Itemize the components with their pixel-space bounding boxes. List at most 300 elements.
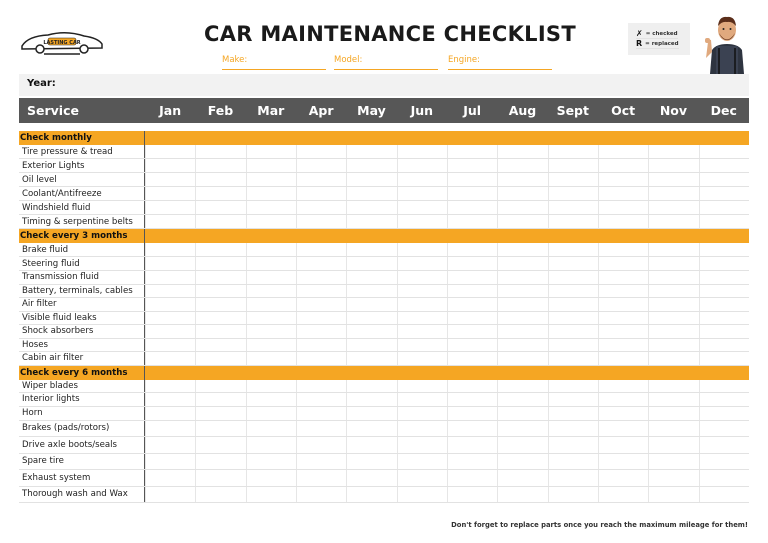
check-cell[interactable] [699, 159, 749, 172]
check-cell[interactable] [648, 187, 698, 200]
check-cell[interactable] [296, 145, 346, 158]
check-cell[interactable] [145, 215, 195, 228]
check-cell[interactable] [296, 454, 346, 470]
check-cell[interactable] [497, 437, 547, 453]
month-header: Mar [257, 103, 285, 118]
engine-field[interactable] [448, 55, 552, 70]
table-row [19, 243, 749, 257]
check-cell[interactable] [246, 257, 296, 270]
check-cell[interactable] [497, 339, 547, 352]
check-cell[interactable] [497, 470, 547, 486]
check-cell[interactable] [699, 454, 749, 470]
check-cell[interactable] [296, 487, 346, 503]
check-cell[interactable] [497, 243, 547, 256]
check-cell[interactable] [397, 352, 447, 365]
check-cell[interactable] [699, 437, 749, 453]
check-cell[interactable] [699, 215, 749, 228]
check-cell[interactable] [497, 257, 547, 270]
check-cell[interactable] [497, 215, 547, 228]
check-cell[interactable] [497, 487, 547, 503]
check-cell[interactable] [397, 257, 447, 270]
check-cell[interactable] [648, 352, 698, 365]
check-cell[interactable] [296, 393, 346, 406]
check-cell[interactable] [699, 352, 749, 365]
check-cell[interactable] [145, 312, 195, 325]
check-cell[interactable] [648, 325, 698, 338]
check-cell[interactable] [548, 271, 598, 284]
check-cell[interactable] [397, 339, 447, 352]
check-cell[interactable] [296, 271, 346, 284]
check-cell[interactable] [195, 380, 245, 393]
check-cell[interactable] [145, 298, 195, 311]
check-cell[interactable] [548, 393, 598, 406]
check-cell[interactable] [346, 187, 396, 200]
check-cell[interactable] [296, 352, 346, 365]
check-cell[interactable] [497, 159, 547, 172]
check-cell[interactable] [346, 437, 396, 453]
check-cell[interactable] [346, 454, 396, 470]
month-header: Aug [508, 103, 537, 118]
check-cell[interactable] [648, 393, 698, 406]
check-cell[interactable] [548, 454, 598, 470]
check-cell[interactable] [548, 325, 598, 338]
check-cell[interactable] [397, 271, 447, 284]
check-cell[interactable] [346, 173, 396, 186]
check-cell[interactable] [246, 173, 296, 186]
check-cell[interactable] [246, 187, 296, 200]
check-cell[interactable] [497, 173, 547, 186]
check-cell[interactable] [195, 215, 245, 228]
check-cell[interactable] [145, 421, 195, 437]
check-cell[interactable] [246, 352, 296, 365]
check-cell[interactable] [598, 352, 648, 365]
check-cell[interactable] [346, 325, 396, 338]
check-cell[interactable] [195, 159, 245, 172]
check-cell[interactable] [598, 421, 648, 437]
check-cell[interactable] [195, 454, 245, 470]
check-cell[interactable] [145, 173, 195, 186]
check-cell[interactable] [397, 380, 447, 393]
check-cell[interactable] [497, 325, 547, 338]
check-cell[interactable] [195, 271, 245, 284]
check-cell[interactable] [195, 470, 245, 486]
check-cell[interactable] [648, 159, 698, 172]
check-cell[interactable] [246, 271, 296, 284]
check-cell[interactable] [246, 285, 296, 298]
section-fill [145, 131, 749, 145]
check-cell[interactable] [699, 393, 749, 406]
check-cell[interactable] [648, 173, 698, 186]
check-cell[interactable] [447, 285, 497, 298]
service-label: Hoses [19, 339, 145, 352]
check-cell[interactable] [699, 173, 749, 186]
check-cell[interactable] [548, 187, 598, 200]
check-cell[interactable] [145, 470, 195, 486]
check-cell[interactable] [246, 437, 296, 453]
check-cell[interactable] [548, 312, 598, 325]
check-cell[interactable] [246, 159, 296, 172]
check-cell[interactable] [699, 487, 749, 503]
check-cell[interactable] [145, 487, 195, 503]
check-cell[interactable] [296, 380, 346, 393]
check-cell[interactable] [195, 187, 245, 200]
check-cell[interactable] [548, 298, 598, 311]
check-cell[interactable] [145, 159, 195, 172]
check-cell[interactable] [296, 312, 346, 325]
section-title: Check monthly [19, 131, 145, 145]
check-cell[interactable] [598, 285, 648, 298]
check-cell[interactable] [246, 487, 296, 503]
check-cell[interactable] [346, 159, 396, 172]
check-cell[interactable] [497, 380, 547, 393]
check-cell[interactable] [548, 380, 598, 393]
check-cell[interactable] [246, 454, 296, 470]
check-cell[interactable] [346, 215, 396, 228]
check-cell[interactable] [346, 470, 396, 486]
check-cell[interactable] [598, 243, 648, 256]
check-cell[interactable] [497, 352, 547, 365]
check-cell[interactable] [246, 243, 296, 256]
service-label: Windshield fluid [19, 201, 145, 214]
check-cell[interactable] [447, 298, 497, 311]
service-label: Drive axle boots/seals [19, 437, 145, 453]
check-cell[interactable] [548, 257, 598, 270]
section-header [19, 229, 749, 243]
check-cell[interactable] [699, 298, 749, 311]
check-cell[interactable] [699, 271, 749, 284]
check-cell[interactable] [296, 201, 346, 214]
check-cell[interactable] [397, 487, 447, 503]
check-cell[interactable] [648, 454, 698, 470]
check-cell[interactable] [447, 187, 497, 200]
check-cell[interactable] [598, 407, 648, 420]
check-cell[interactable] [699, 243, 749, 256]
check-cell[interactable] [598, 159, 648, 172]
check-cell[interactable] [346, 271, 396, 284]
check-cell[interactable] [648, 298, 698, 311]
check-cell[interactable] [145, 407, 195, 420]
check-cell[interactable] [195, 437, 245, 453]
check-cell[interactable] [397, 145, 447, 158]
service-label: Steering fluid [19, 257, 145, 270]
check-cell[interactable] [397, 421, 447, 437]
check-cell[interactable] [195, 352, 245, 365]
check-cell[interactable] [195, 487, 245, 503]
check-cell[interactable] [497, 421, 547, 437]
check-cell[interactable] [145, 380, 195, 393]
check-cell[interactable] [296, 421, 346, 437]
check-cell[interactable] [699, 339, 749, 352]
check-cell[interactable] [246, 298, 296, 311]
check-cell[interactable] [397, 454, 447, 470]
check-cell[interactable] [447, 454, 497, 470]
check-cell[interactable] [648, 243, 698, 256]
check-cell[interactable] [548, 421, 598, 437]
check-cell[interactable] [195, 173, 245, 186]
check-cell[interactable] [346, 487, 396, 503]
check-cell[interactable] [598, 470, 648, 486]
check-cell[interactable] [548, 352, 598, 365]
check-cell[interactable] [145, 393, 195, 406]
check-cell[interactable] [548, 173, 598, 186]
checklist-table [19, 98, 749, 503]
check-cell[interactable] [447, 145, 497, 158]
check-cell[interactable] [397, 243, 447, 256]
check-cell[interactable] [497, 312, 547, 325]
check-cell[interactable] [447, 159, 497, 172]
check-cell[interactable] [346, 421, 396, 437]
check-cell[interactable] [145, 339, 195, 352]
check-cell[interactable] [296, 215, 346, 228]
check-cell[interactable] [246, 339, 296, 352]
check-cell[interactable] [497, 145, 547, 158]
check-cell[interactable] [548, 407, 598, 420]
check-cell[interactable] [447, 352, 497, 365]
model-field[interactable] [334, 55, 438, 70]
check-cell[interactable] [397, 437, 447, 453]
check-cell[interactable] [598, 257, 648, 270]
check-cell[interactable] [296, 285, 346, 298]
check-cell[interactable] [397, 215, 447, 228]
check-cell[interactable] [195, 339, 245, 352]
check-cell[interactable] [246, 407, 296, 420]
check-cell[interactable] [145, 187, 195, 200]
check-cell[interactable] [648, 487, 698, 503]
check-cell[interactable] [296, 407, 346, 420]
check-cell[interactable] [447, 339, 497, 352]
check-cell[interactable] [699, 470, 749, 486]
check-cell[interactable] [548, 339, 598, 352]
check-cell[interactable] [648, 201, 698, 214]
check-cell[interactable] [447, 407, 497, 420]
table-row [19, 159, 749, 173]
check-cell[interactable] [397, 393, 447, 406]
check-cell[interactable] [296, 257, 346, 270]
check-cell[interactable] [397, 298, 447, 311]
check-cell[interactable] [648, 421, 698, 437]
check-cell[interactable] [699, 312, 749, 325]
check-cell[interactable] [648, 407, 698, 420]
section-fill [145, 366, 749, 380]
check-cell[interactable] [145, 271, 195, 284]
check-cell[interactable] [699, 257, 749, 270]
check-cell[interactable] [699, 201, 749, 214]
check-cell[interactable] [699, 145, 749, 158]
table-row [19, 454, 749, 471]
check-cell[interactable] [346, 407, 396, 420]
page-title: CAR MAINTENANCE CHECKLIST [204, 22, 576, 46]
check-cell[interactable] [296, 173, 346, 186]
check-cell[interactable] [195, 421, 245, 437]
check-cell[interactable] [648, 285, 698, 298]
check-cell[interactable] [497, 298, 547, 311]
check-cell[interactable] [195, 407, 245, 420]
check-cell[interactable] [296, 187, 346, 200]
check-cell[interactable] [145, 201, 195, 214]
check-cell[interactable] [195, 201, 245, 214]
check-cell[interactable] [397, 325, 447, 338]
check-cell[interactable] [548, 145, 598, 158]
model-label: Model: [334, 55, 363, 65]
check-cell[interactable] [598, 215, 648, 228]
check-cell[interactable] [397, 187, 447, 200]
check-cell[interactable] [598, 298, 648, 311]
check-cell[interactable] [145, 454, 195, 470]
check-cell[interactable] [346, 393, 396, 406]
check-cell[interactable] [346, 257, 396, 270]
check-cell[interactable] [447, 325, 497, 338]
check-cell[interactable] [598, 325, 648, 338]
check-cell[interactable] [145, 145, 195, 158]
check-cell[interactable] [648, 470, 698, 486]
check-cell[interactable] [699, 380, 749, 393]
check-cell[interactable] [397, 285, 447, 298]
check-cell[interactable] [246, 421, 296, 437]
check-cell[interactable] [346, 145, 396, 158]
check-cell[interactable] [548, 215, 598, 228]
check-cell[interactable] [397, 470, 447, 486]
check-cell[interactable] [648, 312, 698, 325]
check-cell[interactable] [598, 487, 648, 503]
check-cell[interactable] [497, 201, 547, 214]
check-cell[interactable] [346, 339, 396, 352]
check-cell[interactable] [296, 339, 346, 352]
table-row [19, 173, 749, 187]
check-cell[interactable] [145, 243, 195, 256]
check-cell[interactable] [195, 257, 245, 270]
check-cell[interactable] [447, 243, 497, 256]
check-cell[interactable] [447, 487, 497, 503]
check-cell[interactable] [346, 352, 396, 365]
check-cell[interactable] [699, 407, 749, 420]
table-row [19, 201, 749, 215]
check-cell[interactable] [548, 470, 598, 486]
check-cell[interactable] [346, 312, 396, 325]
check-cell[interactable] [246, 325, 296, 338]
check-cell[interactable] [598, 201, 648, 214]
check-cell[interactable] [296, 243, 346, 256]
check-cell[interactable] [497, 285, 547, 298]
check-cell[interactable] [145, 257, 195, 270]
check-cell[interactable] [497, 271, 547, 284]
check-cell[interactable] [346, 201, 396, 214]
check-cell[interactable] [497, 393, 547, 406]
check-cell[interactable] [246, 312, 296, 325]
check-cell[interactable] [447, 437, 497, 453]
check-cell[interactable] [497, 407, 547, 420]
check-cell[interactable] [397, 201, 447, 214]
check-cell[interactable] [346, 243, 396, 256]
check-cell[interactable] [447, 215, 497, 228]
check-cell[interactable] [699, 325, 749, 338]
check-cell[interactable] [195, 325, 245, 338]
check-cell[interactable] [447, 312, 497, 325]
check-cell[interactable] [648, 437, 698, 453]
check-cell[interactable] [548, 437, 598, 453]
check-cell[interactable] [195, 312, 245, 325]
check-cell[interactable] [447, 470, 497, 486]
check-cell[interactable] [246, 380, 296, 393]
check-cell[interactable] [598, 393, 648, 406]
check-cell[interactable] [648, 271, 698, 284]
check-cell[interactable] [195, 243, 245, 256]
check-cell[interactable] [548, 285, 598, 298]
check-cell[interactable] [246, 470, 296, 486]
check-cell[interactable] [447, 271, 497, 284]
check-cell[interactable] [648, 215, 698, 228]
check-cell[interactable] [397, 173, 447, 186]
check-cell[interactable] [598, 339, 648, 352]
check-cell[interactable] [346, 380, 396, 393]
check-cell[interactable] [598, 454, 648, 470]
check-cell[interactable] [296, 159, 346, 172]
check-cell[interactable] [447, 257, 497, 270]
check-cell[interactable] [699, 421, 749, 437]
check-cell[interactable] [195, 298, 245, 311]
check-cell[interactable] [648, 257, 698, 270]
check-cell[interactable] [648, 380, 698, 393]
check-cell[interactable] [346, 285, 396, 298]
service-label: Visible fluid leaks [19, 312, 145, 325]
check-cell[interactable] [397, 312, 447, 325]
service-label: Timing & serpentine belts [19, 215, 145, 228]
check-cell[interactable] [548, 487, 598, 503]
check-cell[interactable] [598, 271, 648, 284]
check-cell[interactable] [346, 298, 396, 311]
check-cell[interactable] [145, 437, 195, 453]
check-cell[interactable] [246, 215, 296, 228]
check-cell[interactable] [246, 201, 296, 214]
check-cell[interactable] [296, 437, 346, 453]
check-cell[interactable] [145, 325, 195, 338]
check-cell[interactable] [145, 285, 195, 298]
check-cell[interactable] [195, 393, 245, 406]
check-cell[interactable] [397, 407, 447, 420]
check-cell[interactable] [447, 173, 497, 186]
check-cell[interactable] [598, 145, 648, 158]
check-cell[interactable] [598, 380, 648, 393]
check-cell[interactable] [598, 173, 648, 186]
check-cell[interactable] [497, 187, 547, 200]
check-cell[interactable] [598, 187, 648, 200]
make-field[interactable] [222, 55, 326, 70]
engine-label: Engine: [448, 55, 480, 65]
check-cell[interactable] [246, 393, 296, 406]
check-cell[interactable] [548, 243, 598, 256]
check-cell[interactable] [447, 201, 497, 214]
check-cell[interactable] [447, 380, 497, 393]
check-cell[interactable] [447, 421, 497, 437]
check-cell[interactable] [246, 145, 296, 158]
check-cell[interactable] [296, 298, 346, 311]
check-cell[interactable] [648, 339, 698, 352]
check-cell[interactable] [598, 437, 648, 453]
check-cell[interactable] [397, 159, 447, 172]
check-cell[interactable] [195, 145, 245, 158]
check-cell[interactable] [296, 470, 346, 486]
check-cell[interactable] [195, 285, 245, 298]
check-cell[interactable] [145, 352, 195, 365]
check-cell[interactable] [296, 325, 346, 338]
check-cell[interactable] [497, 454, 547, 470]
check-cell[interactable] [648, 145, 698, 158]
check-cell[interactable] [598, 312, 648, 325]
check-cell[interactable] [447, 393, 497, 406]
check-cell[interactable] [699, 285, 749, 298]
check-cell[interactable] [548, 159, 598, 172]
check-cell[interactable] [548, 201, 598, 214]
check-cell[interactable] [699, 187, 749, 200]
